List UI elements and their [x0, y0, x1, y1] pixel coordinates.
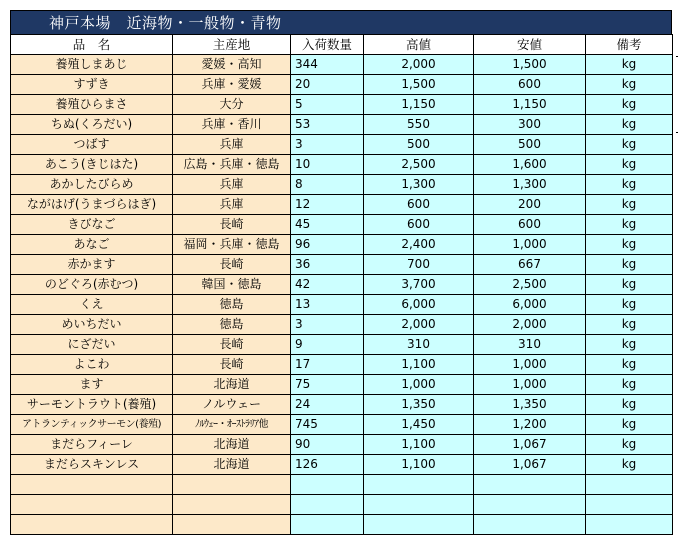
- table-row: [11, 255, 673, 275]
- header-origin: 主産地: [173, 35, 291, 55]
- cell-name: [11, 495, 173, 515]
- cell-low-price: 1,500: [474, 55, 586, 75]
- cell-low-price: 1,000: [474, 375, 586, 395]
- cell-high-price: 500: [364, 135, 474, 155]
- cell-origin: 兵庫: [173, 195, 291, 215]
- cell-quantity: 45: [291, 215, 364, 235]
- cell-remarks: kg: [586, 95, 673, 115]
- cell-name: アトランティックサーモン(養殖): [11, 415, 173, 435]
- cell-quantity: [291, 475, 364, 495]
- cell-name: まだらフィーレ: [11, 435, 173, 455]
- cell-high-price: 2,400: [364, 235, 474, 255]
- price-sheet: [10, 10, 672, 535]
- cell-low-price: 1,600: [474, 155, 586, 175]
- cell-remarks: kg: [586, 395, 673, 415]
- table-row: [11, 435, 673, 455]
- cell-high-price: 1,000: [364, 375, 474, 395]
- cell-low-price: 1,067: [474, 435, 586, 455]
- cell-low-price: [474, 495, 586, 515]
- edge-mark: [676, 132, 678, 133]
- cell-origin: 福岡・兵庫・徳島: [173, 235, 291, 255]
- table-row: [11, 515, 673, 535]
- cell-remarks: [586, 495, 673, 515]
- cell-origin: ノルウェー: [173, 395, 291, 415]
- cell-name: サーモントラウト(養殖): [11, 395, 173, 415]
- cell-name: つばす: [11, 135, 173, 155]
- cell-origin: 長崎: [173, 215, 291, 235]
- cell-low-price: [474, 475, 586, 495]
- cell-origin: 北海道: [173, 435, 291, 455]
- cell-name: めいちだい: [11, 315, 173, 335]
- cell-remarks: kg: [586, 275, 673, 295]
- table-row: [11, 395, 673, 415]
- cell-origin: 長崎: [173, 255, 291, 275]
- cell-origin: 兵庫・愛媛: [173, 75, 291, 95]
- cell-origin: 兵庫: [173, 175, 291, 195]
- table-row: [11, 495, 673, 515]
- cell-remarks: kg: [586, 355, 673, 375]
- cell-high-price: 1,150: [364, 95, 474, 115]
- cell-remarks: kg: [586, 135, 673, 155]
- cell-remarks: kg: [586, 75, 673, 95]
- cell-low-price: 310: [474, 335, 586, 355]
- cell-quantity: 96: [291, 235, 364, 255]
- cell-name: ながはげ(うまづらはぎ): [11, 195, 173, 215]
- table-row: [11, 335, 673, 355]
- cell-quantity: 5: [291, 95, 364, 115]
- header-name: 品 名: [11, 35, 173, 55]
- cell-remarks: kg: [586, 375, 673, 395]
- table-row: [11, 75, 673, 95]
- cell-high-price: 1,300: [364, 175, 474, 195]
- cell-remarks: kg: [586, 295, 673, 315]
- cell-low-price: 2,500: [474, 275, 586, 295]
- cell-remarks: kg: [586, 215, 673, 235]
- header-quantity: 入荷数量: [291, 35, 364, 55]
- cell-name: のどぐろ(赤むつ): [11, 275, 173, 295]
- cell-name: 養殖しまあじ: [11, 55, 173, 75]
- cell-name: よこわ: [11, 355, 173, 375]
- cell-low-price: 1,000: [474, 235, 586, 255]
- cell-quantity: 13: [291, 295, 364, 315]
- cell-quantity: 36: [291, 255, 364, 275]
- cell-origin: 北海道: [173, 375, 291, 395]
- cell-high-price: 1,100: [364, 355, 474, 375]
- cell-quantity: 3: [291, 315, 364, 335]
- cell-high-price: 700: [364, 255, 474, 275]
- cell-name: すずき: [11, 75, 173, 95]
- table-row: [11, 315, 673, 335]
- table-row: [11, 415, 673, 435]
- cell-remarks: kg: [586, 235, 673, 255]
- table-row: [11, 215, 673, 235]
- header-high-price: 高値: [364, 35, 474, 55]
- cell-quantity: 75: [291, 375, 364, 395]
- cell-low-price: 1,200: [474, 415, 586, 435]
- table-row: [11, 455, 673, 475]
- cell-name: きびなご: [11, 215, 173, 235]
- cell-quantity: 3: [291, 135, 364, 155]
- cell-origin: 兵庫・香川: [173, 115, 291, 135]
- cell-low-price: 500: [474, 135, 586, 155]
- cell-high-price: 310: [364, 335, 474, 355]
- cell-remarks: kg: [586, 435, 673, 455]
- cell-low-price: 2,000: [474, 315, 586, 335]
- cell-remarks: kg: [586, 315, 673, 335]
- cell-name: ちぬ(くろだい): [11, 115, 173, 135]
- cell-origin: 韓国・徳島: [173, 275, 291, 295]
- table-row: [11, 295, 673, 315]
- cell-quantity: 9: [291, 335, 364, 355]
- table-row: [11, 135, 673, 155]
- cell-low-price: 1,067: [474, 455, 586, 475]
- cell-quantity: 344: [291, 55, 364, 75]
- cell-high-price: 3,700: [364, 275, 474, 295]
- cell-high-price: 2,000: [364, 315, 474, 335]
- cell-name: あこう(きじはた): [11, 155, 173, 175]
- table-row: [11, 55, 673, 75]
- cell-name: まだらスキンレス: [11, 455, 173, 475]
- table-row: [11, 175, 673, 195]
- cell-remarks: kg: [586, 335, 673, 355]
- table-row: [11, 155, 673, 175]
- cell-origin: 長崎: [173, 355, 291, 375]
- cell-low-price: 1,300: [474, 175, 586, 195]
- cell-high-price: 600: [364, 215, 474, 235]
- cell-high-price: 1,500: [364, 75, 474, 95]
- cell-quantity: 8: [291, 175, 364, 195]
- cell-name: くえ: [11, 295, 173, 315]
- cell-low-price: [474, 515, 586, 535]
- cell-low-price: 1,150: [474, 95, 586, 115]
- cell-high-price: [364, 515, 474, 535]
- table-row: [11, 375, 673, 395]
- cell-remarks: kg: [586, 415, 673, 435]
- cell-quantity: [291, 515, 364, 535]
- cell-name: ます: [11, 375, 173, 395]
- cell-remarks: kg: [586, 55, 673, 75]
- cell-quantity: 12: [291, 195, 364, 215]
- cell-name: にざだい: [11, 335, 173, 355]
- cell-low-price: 1,000: [474, 355, 586, 375]
- cell-remarks: kg: [586, 115, 673, 135]
- cell-origin: 北海道: [173, 455, 291, 475]
- cell-name: あなご: [11, 235, 173, 255]
- cell-high-price: 550: [364, 115, 474, 135]
- cell-name: 養殖ひらまさ: [11, 95, 173, 115]
- cell-origin: 広島・兵庫・徳島: [173, 155, 291, 175]
- header-remarks: 備考: [586, 35, 673, 55]
- cell-high-price: 1,100: [364, 435, 474, 455]
- cell-low-price: 300: [474, 115, 586, 135]
- table-row: [11, 355, 673, 375]
- cell-name: あかしたびらめ: [11, 175, 173, 195]
- sheet-title: 神戸本場 近海物・一般物・青物: [10, 10, 672, 34]
- cell-origin: 長崎: [173, 335, 291, 355]
- cell-low-price: 600: [474, 75, 586, 95]
- cell-high-price: 2,500: [364, 155, 474, 175]
- cell-origin: 徳島: [173, 295, 291, 315]
- cell-quantity: 10: [291, 155, 364, 175]
- cell-low-price: 600: [474, 215, 586, 235]
- header-row: [11, 35, 673, 55]
- header-low-price: 安値: [474, 35, 586, 55]
- cell-low-price: 1,350: [474, 395, 586, 415]
- cell-quantity: 20: [291, 75, 364, 95]
- cell-remarks: kg: [586, 175, 673, 195]
- cell-remarks: [586, 515, 673, 535]
- cell-quantity: [291, 495, 364, 515]
- cell-high-price: 1,450: [364, 415, 474, 435]
- cell-quantity: 42: [291, 275, 364, 295]
- cell-high-price: 1,350: [364, 395, 474, 415]
- cell-name: [11, 475, 173, 495]
- table-row: [11, 195, 673, 215]
- cell-name: [11, 515, 173, 535]
- cell-high-price: 1,100: [364, 455, 474, 475]
- cell-origin: 大分: [173, 95, 291, 115]
- cell-remarks: kg: [586, 155, 673, 175]
- table-row: [11, 235, 673, 255]
- cell-remarks: kg: [586, 195, 673, 215]
- table-row: [11, 475, 673, 495]
- table-row: [11, 275, 673, 295]
- cell-quantity: 24: [291, 395, 364, 415]
- cell-origin: 愛媛・高知: [173, 55, 291, 75]
- cell-quantity: 53: [291, 115, 364, 135]
- cell-origin: 兵庫: [173, 135, 291, 155]
- cell-low-price: 667: [474, 255, 586, 275]
- cell-origin: [173, 515, 291, 535]
- cell-quantity: 126: [291, 455, 364, 475]
- cell-high-price: 600: [364, 195, 474, 215]
- cell-low-price: 6,000: [474, 295, 586, 315]
- cell-remarks: kg: [586, 255, 673, 275]
- table-body: [11, 55, 673, 535]
- edge-mark: [676, 56, 678, 57]
- cell-origin: [173, 475, 291, 495]
- cell-high-price: 2,000: [364, 55, 474, 75]
- cell-origin: [173, 495, 291, 515]
- table-row: [11, 95, 673, 115]
- cell-remarks: [586, 475, 673, 495]
- cell-origin: ﾉﾙｳｪｰ・ｵｰｽﾄﾗﾘｱ他: [173, 415, 291, 435]
- cell-low-price: 200: [474, 195, 586, 215]
- cell-quantity: 745: [291, 415, 364, 435]
- cell-origin: 徳島: [173, 315, 291, 335]
- price-table: [10, 34, 673, 535]
- cell-quantity: 90: [291, 435, 364, 455]
- table-row: [11, 115, 673, 135]
- cell-high-price: [364, 495, 474, 515]
- cell-remarks: kg: [586, 455, 673, 475]
- cell-name: 赤かます: [11, 255, 173, 275]
- cell-quantity: 17: [291, 355, 364, 375]
- cell-high-price: [364, 475, 474, 495]
- cell-high-price: 6,000: [364, 295, 474, 315]
